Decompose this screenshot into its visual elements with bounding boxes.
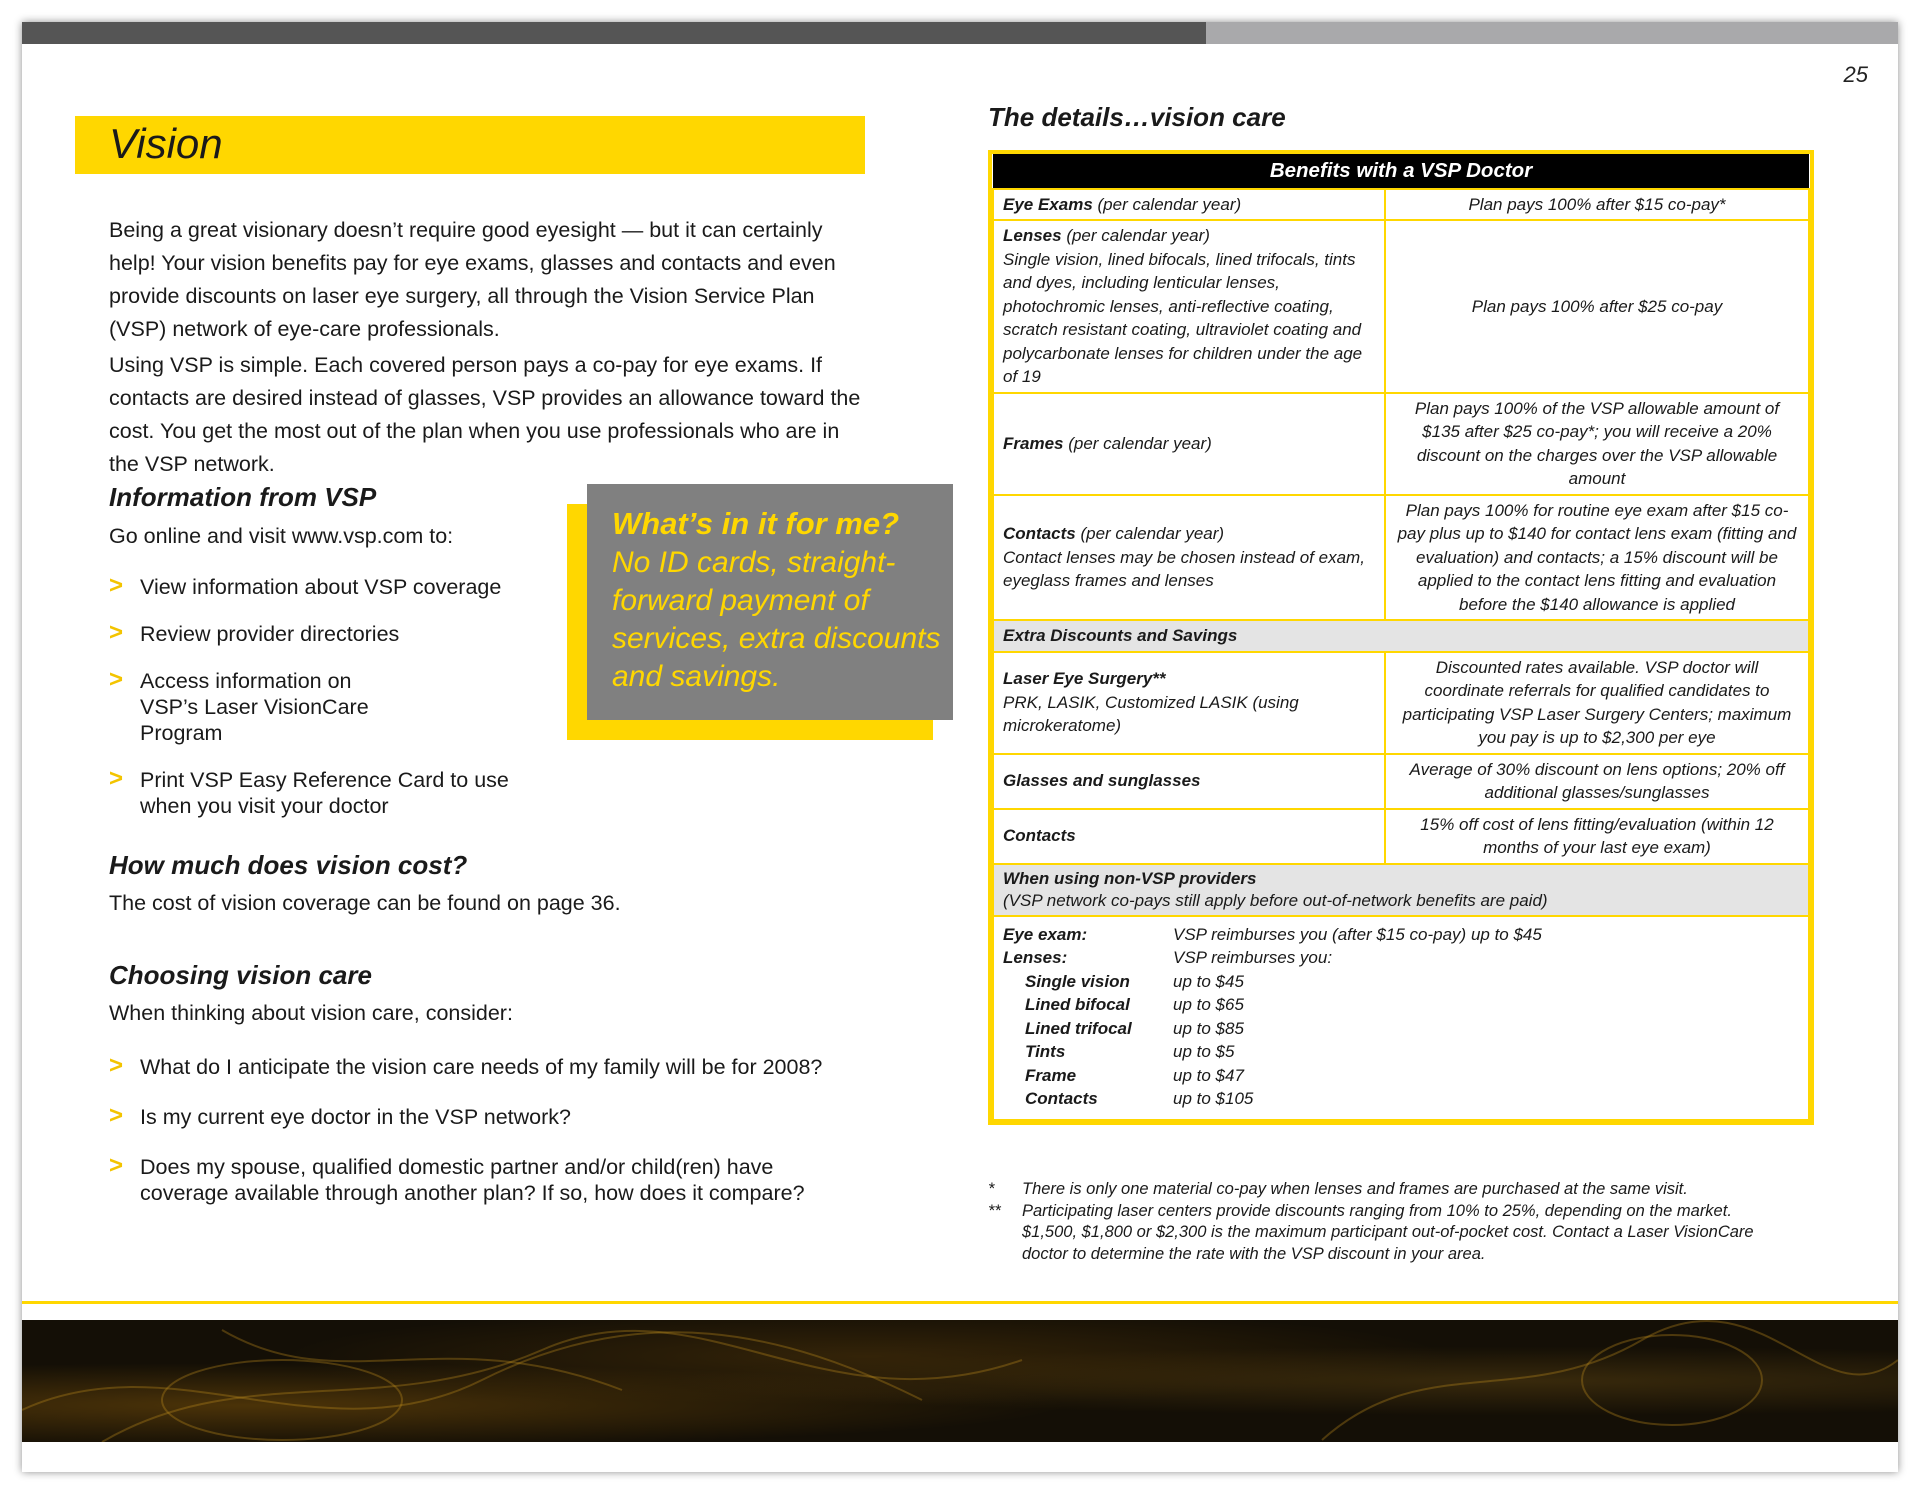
row-label-cell: Contacts [993, 809, 1385, 864]
row-value-cell: Plan pays 100% of the VSP allowable amount of $135 after $25 co-pay*; you will receive a 20% discount on the charges over the VSP allowable amount [1385, 393, 1809, 495]
row-label-cell: Laser Eye Surgery** PRK, LASIK, Customized LASIK (using microkeratome) [993, 652, 1385, 754]
intro-paragraph-2: Using VSP is simple. Each covered person pays a co-pay for eye exams. If contacts are desired instead of glasses, VSP provides an allowance toward the cost. You get the most out of the plan when you use professionals who are in the VSP network. [109, 353, 861, 476]
list-item: > Access information on VSP’s Laser VisionCare Program [109, 666, 369, 745]
info-bullet-list [109, 574, 539, 819]
arrow-icon: > [109, 1102, 124, 1129]
row-value-cell: Plan pays 100% after $25 co-pay [1385, 220, 1809, 393]
list-item: > What do I anticipate the vision care needs of my family will be for 2008? [109, 1052, 823, 1079]
info-heading: Information from VSP [109, 482, 377, 512]
benefits-table [992, 154, 1810, 1121]
page-title: Vision [109, 120, 223, 167]
page-number: 25 [1843, 62, 1868, 87]
cost-text: The cost of vision coverage can be found on page 36. [109, 891, 621, 915]
list-item: > View information about VSP coverage [109, 572, 502, 599]
list-item: Tints up to $5 [1025, 1042, 1235, 1061]
benefits-table-frame [988, 150, 1814, 1125]
callout-box [587, 484, 953, 720]
row-label-cell: Frames (per calendar year) [993, 393, 1385, 495]
section-row [993, 620, 1809, 652]
choosing-heading: Choosing vision care [109, 960, 372, 990]
list-item: > Review provider directories [109, 619, 400, 646]
list-item: Lenses: VSP reimburses you: [1003, 948, 1333, 967]
list-item: > Is my current eye doctor in the VSP network? [109, 1102, 571, 1129]
table-row [993, 809, 1809, 864]
brochure-page [22, 22, 1898, 1472]
intro-paragraph-1: Being a great visionary doesn’t require good eyesight — but it can certainly help! Your vision benefits pay for eye exams, glasses and contacts and even provide discounts on laser eye surgery, all through the Vision Service Plan (VSP) network of eye-care professionals. [109, 218, 836, 341]
list-item: Eye exam: VSP reimburses you (after $15 co-pay) up to $45 [1003, 924, 1542, 944]
table-row [993, 393, 1809, 495]
list-item: > Print VSP Easy Reference Card to use when you visit your doctor [109, 765, 509, 818]
row-label-cell: Contacts (per calendar year) Contact lenses may be chosen instead of exam, eyeglass frames and lenses [993, 495, 1385, 621]
row-value-cell: Average of 30% discount on lens options; 20% off additional glasses/sunglasses [1385, 754, 1809, 809]
top-bar-dark [22, 22, 1206, 44]
arrow-icon: > [109, 572, 124, 599]
list-item: Single vision up to $45 [1025, 971, 1244, 991]
row-value-cell: Plan pays 100% after $15 co-pay* [1385, 189, 1809, 221]
footnotes [988, 1179, 1788, 1265]
title-bar [75, 116, 865, 174]
arrow-icon: > [109, 765, 124, 792]
footnote: ** Participating laser centers provide discounts ranging from 10% to 25%, depending on the market. $1,500, $1,800 or $2,300 is the maximum participant out-of-pocket cost. Contact a Laser VisionCare doctor to determine the rate with the VSP discount in your area. [988, 1201, 1754, 1263]
light-trails-graphic [22, 1320, 1898, 1442]
row-label-cell: Lenses (per calendar year) Single vision, lined bifocals, lined trifocals, tints and dyes, including lenticular lenses, photochromic lenses, anti-reflective coating, scratch resistant coating, ultraviolet coating and polycarbonate lenses for children under the age of 19 [993, 220, 1385, 393]
list-item: > Does my spouse, qualified domestic partner and/or child(ren) have coverage available through another plan? If so, how does it compare? [109, 1152, 805, 1205]
footnote: * There is only one material co-pay when lenses and frames are purchased at the same visit. [988, 1180, 1688, 1198]
table-row [993, 189, 1809, 221]
section-row [993, 864, 1809, 916]
table-row [993, 220, 1809, 393]
arrow-icon: > [109, 666, 124, 693]
table-row [993, 754, 1809, 809]
list-item: Lined bifocal up to $65 [1025, 995, 1244, 1014]
row-value-cell: 15% off cost of lens fitting/evaluation (within 12 months of your last eye exam) [1385, 809, 1809, 864]
row-value-cell: Discounted rates available. VSP doctor will coordinate referrals for qualified candidates to participating VSP Laser Surgery Centers; maximum you pay is up to $2,300 per eye [1385, 652, 1809, 754]
row-value-cell: Plan pays 100% for routine eye exam after $15 co-pay plus up to $140 for contact lens exam (fitting and evaluation) and contacts; a 15% discount will be applied to the contact lens fitting and evaluation before the $140 allowance is applied [1385, 495, 1809, 621]
non-vsp-details [993, 916, 1809, 1120]
non-vsp-header: When using non-VSP providers (VSP network co-pays still apply before out-of-network benefits are paid) [993, 864, 1809, 916]
table-row [993, 495, 1809, 621]
callout-answer: No ID cards, straight-forward payment of services, extra discounts and savings. [612, 546, 941, 693]
non-vsp-details-row [993, 916, 1809, 1120]
row-label-cell: Glasses and sunglasses [993, 754, 1385, 809]
extra-discounts-header: Extra Discounts and Savings [993, 620, 1809, 652]
choosing-lead: When thinking about vision care, consider: [109, 1001, 513, 1025]
top-bar-light [1206, 22, 1898, 44]
table-header: Benefits with a VSP Doctor [993, 154, 1809, 189]
arrow-icon: > [109, 619, 124, 646]
list-item: Lined trifocal up to $85 [1025, 1018, 1244, 1038]
cost-heading: How much does vision cost? [109, 850, 468, 880]
details-title: The details…vision care [988, 102, 1286, 132]
callout-question: What’s in it for me? [612, 506, 900, 541]
table-row [993, 652, 1809, 754]
list-item: Frame up to $47 [1025, 1065, 1244, 1085]
arrow-icon: > [109, 1152, 124, 1179]
arrow-icon: > [109, 1052, 124, 1079]
gold-divider [22, 1301, 1898, 1304]
list-item: Contacts up to $105 [1025, 1089, 1254, 1108]
decorative-photo-band [22, 1320, 1898, 1442]
row-label-cell: Eye Exams (per calendar year) [993, 189, 1385, 221]
info-lead: Go online and visit www.vsp.com to: [109, 524, 454, 548]
choosing-bullet-list [109, 1054, 849, 1206]
